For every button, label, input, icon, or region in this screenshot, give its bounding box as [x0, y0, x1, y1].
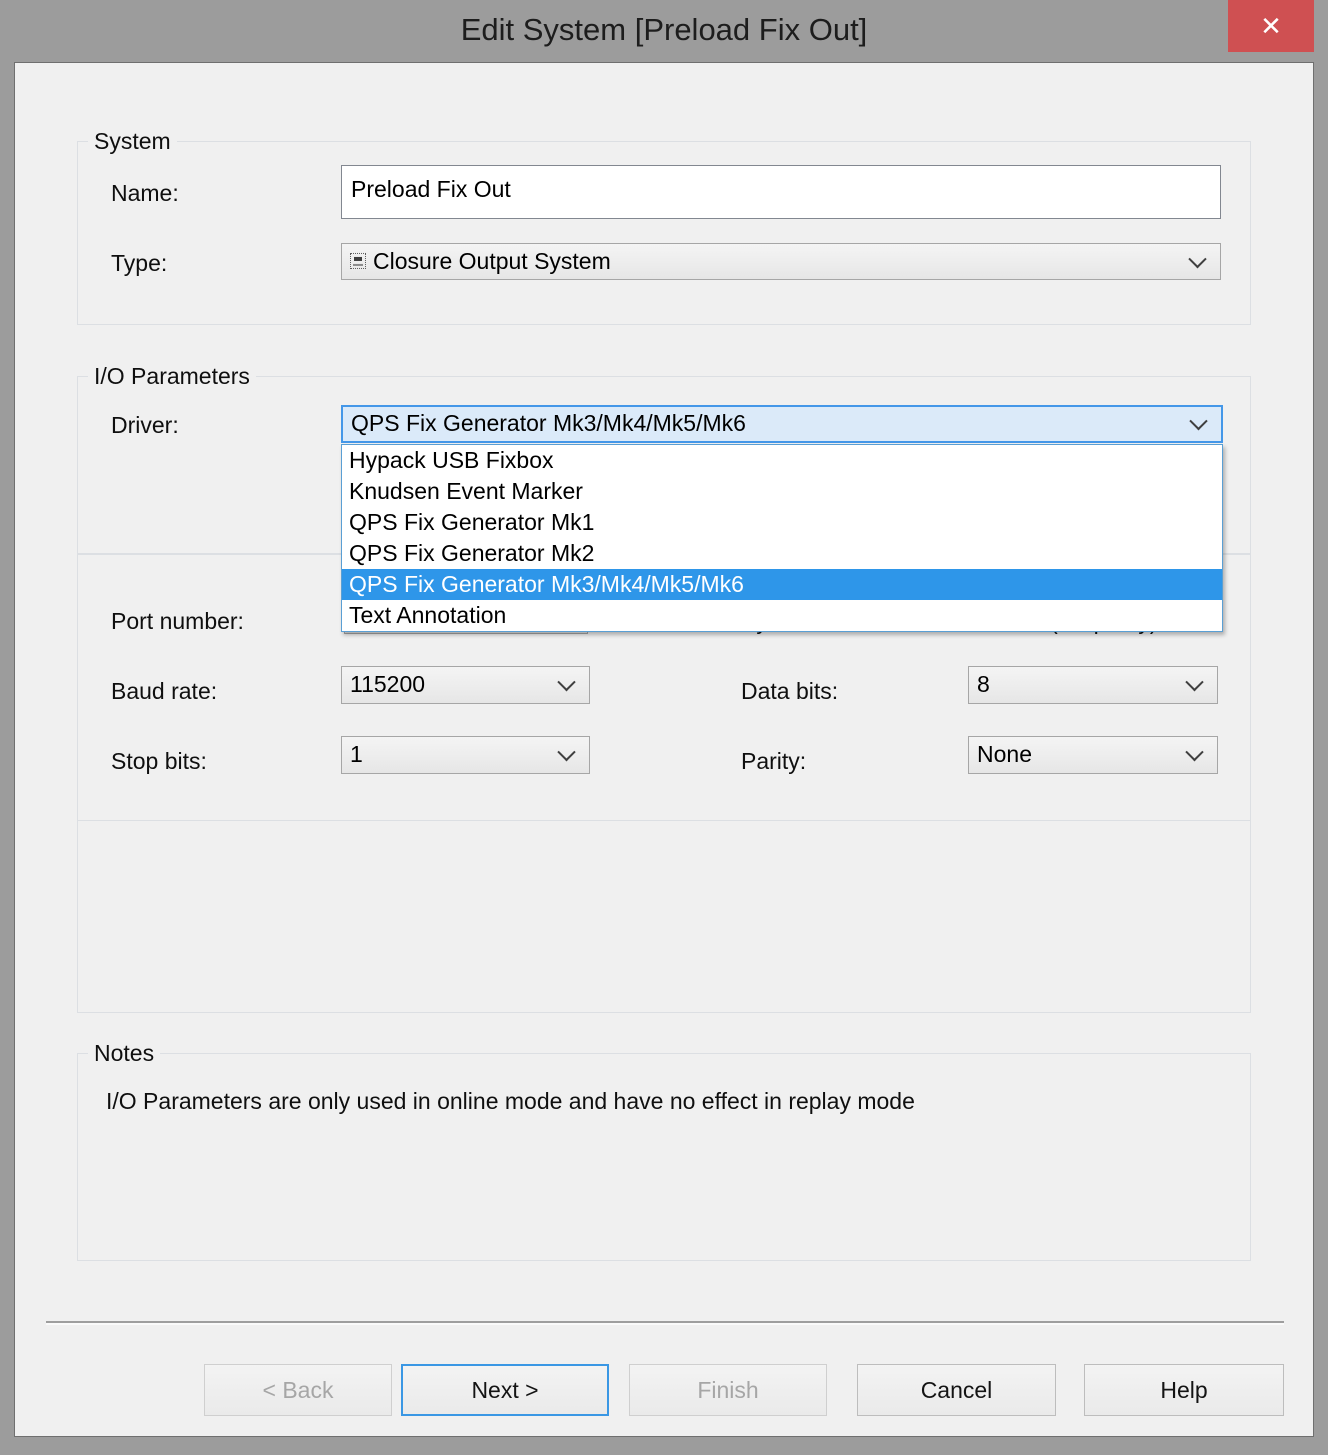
- driver-value: QPS Fix Generator Mk3/Mk4/Mk5/Mk6: [351, 409, 746, 436]
- stop-bits-label: Stop bits:: [111, 748, 207, 774]
- notes-text: I/O Parameters are only used in online mode and have no effect in replay mode: [106, 1088, 915, 1114]
- baud-rate-label: Baud rate:: [111, 678, 218, 704]
- close-icon: ✕: [1260, 11, 1282, 41]
- name-label: Name:: [111, 180, 179, 206]
- type-label: Type:: [111, 250, 168, 276]
- driver-option[interactable]: QPS Fix Generator Mk2: [349, 540, 595, 566]
- data-bits-label: Data bits:: [741, 678, 839, 704]
- close-button[interactable]: [1228, 0, 1314, 52]
- system-group-label: System: [88, 126, 177, 156]
- dialog-title: Edit System [Preload Fix Out]: [460, 12, 868, 47]
- driver-option[interactable]: Text Annotation: [349, 602, 507, 628]
- titlebar: [0, 0, 1328, 62]
- chevron-down-icon: [557, 673, 575, 691]
- chevron-down-icon: [1185, 743, 1203, 761]
- notes-group: [77, 1040, 1251, 1261]
- driver-option[interactable]: Hypack USB Fixbox: [349, 447, 554, 473]
- data-bits-value: 8: [977, 670, 990, 697]
- parity-combobox[interactable]: [968, 736, 1218, 774]
- baud-rate-value: 115200: [350, 670, 426, 697]
- chevron-down-icon: [1188, 249, 1206, 267]
- stop-bits-combobox[interactable]: [341, 736, 590, 774]
- back-button[interactable]: < Back: [204, 1364, 392, 1416]
- driver-option[interactable]: QPS Fix Generator Mk1: [349, 509, 595, 535]
- driver-dropdown-list: [341, 444, 1223, 632]
- dialog-body: [14, 62, 1314, 1437]
- driver-option[interactable]: Knudsen Event Marker: [349, 478, 583, 504]
- io-parameters-group-label: I/O Parameters: [88, 361, 256, 391]
- parity-label: Parity:: [741, 748, 807, 774]
- port-number-label: Port number:: [111, 608, 244, 634]
- type-value: Closure Output System: [373, 247, 611, 274]
- chevron-down-icon: [1185, 673, 1203, 691]
- parity-value: None: [977, 740, 1032, 767]
- cancel-button[interactable]: Cancel: [857, 1364, 1056, 1416]
- data-bits-combobox[interactable]: [968, 666, 1218, 704]
- finish-button[interactable]: Finish: [629, 1364, 827, 1416]
- type-combobox[interactable]: [341, 243, 1221, 280]
- help-button[interactable]: Help: [1084, 1364, 1284, 1416]
- footer-separator: [46, 1321, 1284, 1325]
- baud-rate-combobox[interactable]: [341, 666, 590, 704]
- name-value: Preload Fix Out: [351, 176, 511, 202]
- driver-combobox[interactable]: [341, 405, 1223, 443]
- closure-system-icon: [350, 253, 366, 269]
- notes-group-label: Notes: [88, 1038, 160, 1068]
- stop-bits-value: 1: [350, 740, 363, 767]
- name-input[interactable]: [341, 165, 1221, 219]
- driver-option-selected[interactable]: QPS Fix Generator Mk3/Mk4/Mk5/Mk6: [342, 569, 1222, 600]
- next-button[interactable]: Next >: [401, 1364, 609, 1416]
- driver-label: Driver:: [111, 412, 179, 438]
- chevron-down-icon: [557, 743, 575, 761]
- chevron-down-icon: [1189, 412, 1207, 430]
- empty-options-group: [77, 820, 1251, 1013]
